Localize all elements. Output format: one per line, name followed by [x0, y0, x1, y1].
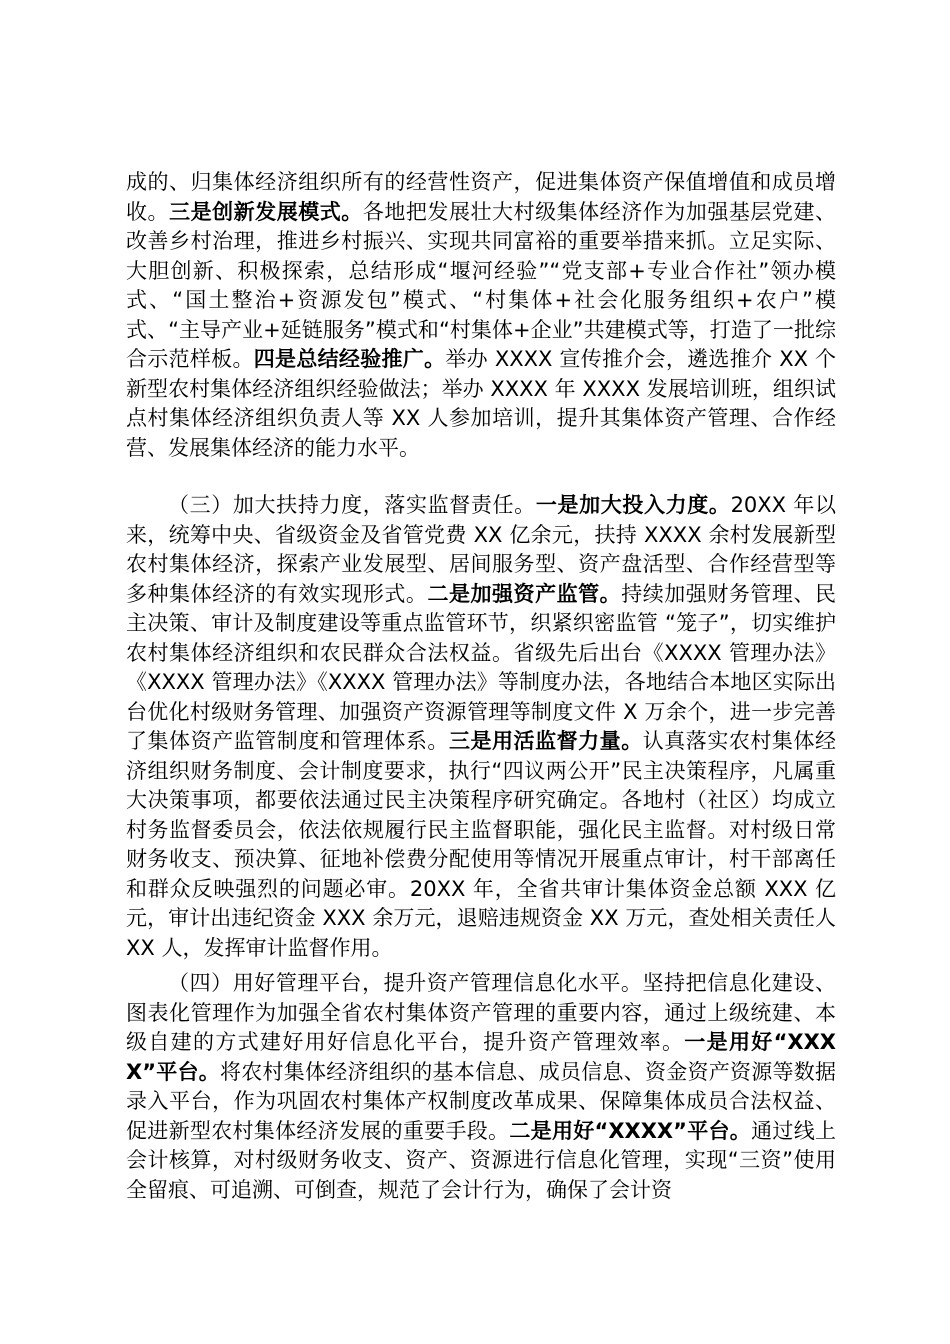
paragraph-management-platform [126, 969, 836, 1205]
bold-heading-third-measure: 三是用活监督力量。 [448, 729, 643, 753]
body-text: 成的、归集体经济组织所有的经营性资产，促进集体资产保值增值和成员增收。 [126, 170, 836, 224]
bold-heading-third-measure: 三是创新发展模式。 [169, 199, 363, 224]
body-text: 各地把发展壮大村级集体经济作为加强基层党建、改善乡村治理，推进乡村振兴、实现共同富裕的重要举措来抓。立足实际、大胆创新、积极探索，总结形成“堰河经验”“党支部+专业合作社”领办模式、“国土整治+资源发包”模式、“村集体+社会化服务组织+农户”模式、“主导产业+延链服务”模式和“村集体+企业”共建模式等，打造了一批综合示范样板。 [126, 199, 836, 371]
body-text: 持续加强财务管理、民主决策、审计及制度建设等重点监管环节，织紧织密监管 “笼子”，切实维护农村集体经济组织和农民群众合法权益。省级先后出台《XXXX 管理办法》《XXXX 管理办法》《XXXX 管理办法》等制度办法，各地结合本地区实际出台优化村级财务管理、加强资产资源管理等制度文件 X 万余个，进一步完善了集体资产监管制度和管理体系。 [126, 581, 836, 753]
body-text: 认真落实农村集体经济组织财务制度、会计制度要求，执行“四议两公开”民主决策程序，凡属重大决策事项，都要依法通过民主决策程序研究确定。各地村（社区）均成立村务监督委员会，依法依规履行民主监督职能，强化民主监督。对村级日常财务收支、预决算、征地补偿费分配使用等情况开展重点审计，村干部离任和群众反映强烈的问题必审。20XX 年，全省共审计集体资金总额 XXX 亿元，审计出违纪资金 XXX 余万元，退赔违规资金 XX 万元，查处相关责任人 XX 人，发挥审计监督作用。 [126, 729, 836, 960]
bold-heading-first-platform: 一是用好“XXXX”平台。 [126, 1030, 836, 1084]
paragraph-support-and-supervision [126, 491, 836, 963]
bold-heading-second-measure: 二是加强资产监管。 [427, 581, 622, 606]
body-text: 通过线上会计核算，对村级财务收支、资产、资源进行信息化管理，实现“三资”使用全留痕、可追溯、可倒查，规范了会计行为，确保了会计资 [126, 1118, 837, 1202]
body-text: 举办 XXXX 宣传推介会，遴选推介 XX 个新型农村集体经济组织经验做法；举办 XXXX 年 XXXX 发展培训班，组织试点村集体经济组织负责人等 XX 人参加培训，提升其集体资产管理、合作经营、发展集体经济的能力水平。 [126, 347, 837, 460]
body-text: 将农村集体经济组织的基本信息、成员信息、资金资产资源等数据录入平台，作为巩固农村集体产权制度改革成果、保障集体成员合法权益、促进新型农村集体经济发展的重要手段。 [126, 1059, 836, 1143]
bold-heading-fourth-measure: 四是总结经验推广。 [253, 347, 446, 371]
bold-heading-first-measure: 一是加大投入力度。 [535, 493, 731, 517]
body-text: 20XX 年以来，统筹中央、省级资金及省管党费 XX 亿余元，扶持 XXXX 余村发展新型农村集体经济，探索产业发展型、居间服务型、资产盘活型、合作经营型等多种集体经济的有效实现形式。 [126, 493, 837, 606]
section-heading-three: （三）加大扶持力度，落实监督责任。 [168, 493, 536, 517]
bold-heading-second-platform: 二是用好“XXXX”平台。 [509, 1118, 752, 1143]
section-heading-four: （四）用好管理平台，提升资产管理信息化水平。坚持把信息化建设、图表化管理作为加强全省农村集体资产管理的重要内容，通过上级统建、本级自建的方式建好用好信息化平台，提升资产管理效率。 [126, 971, 836, 1054]
paragraph-collective-economy-models [126, 168, 836, 463]
